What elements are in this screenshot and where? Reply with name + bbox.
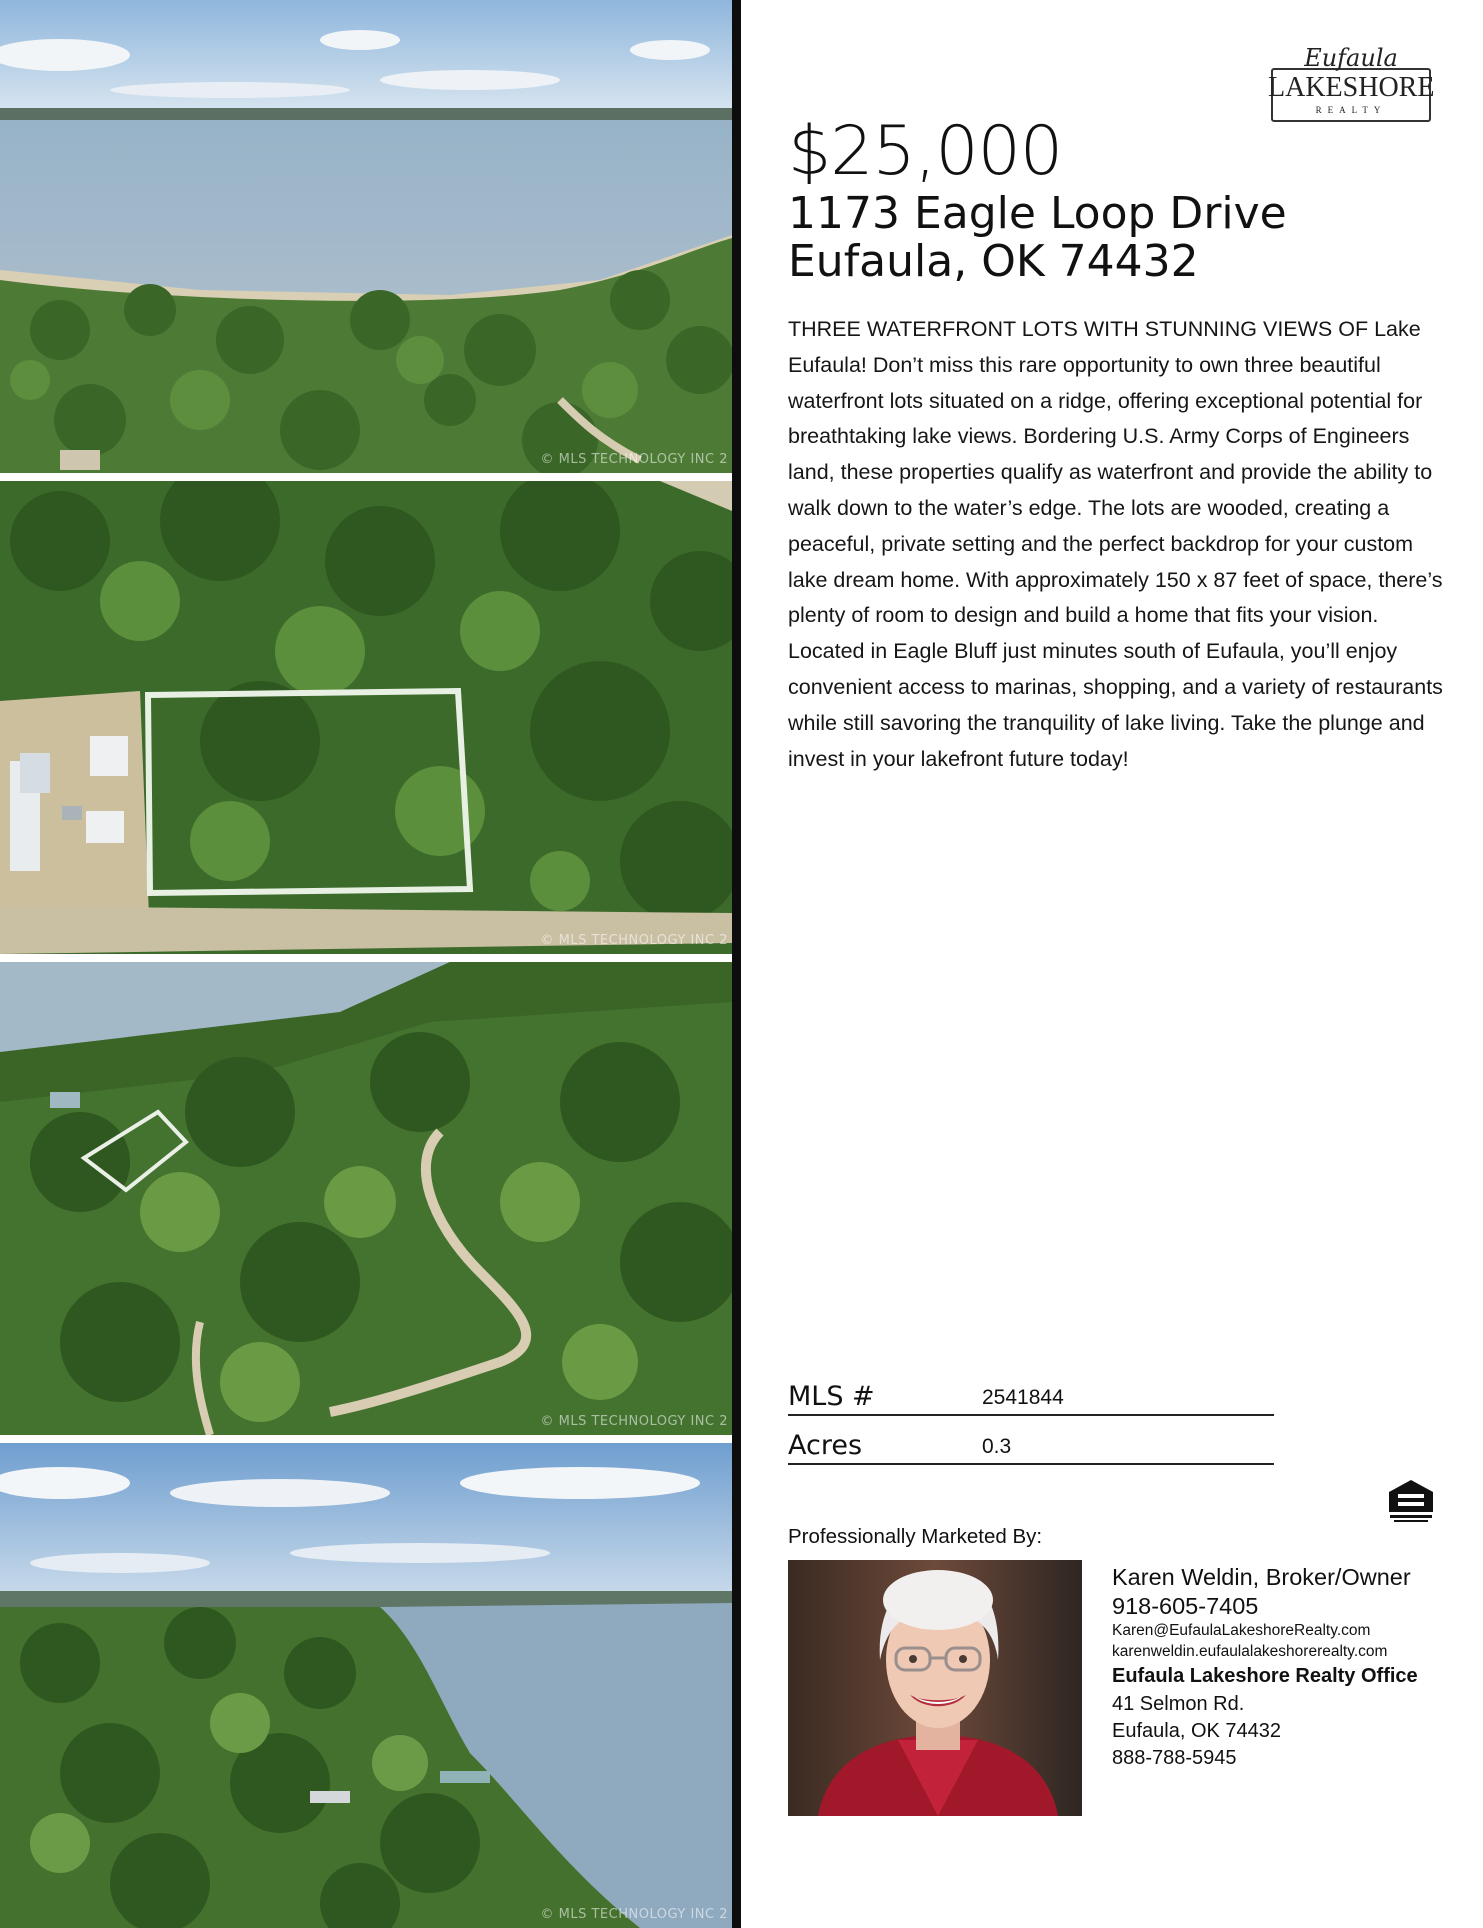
logo-main-text: LAKESHORE bbox=[1268, 72, 1435, 103]
office-city: Eufaula, OK 74432 bbox=[1112, 1720, 1282, 1742]
photo-watermark: © MLS TECHNOLOGY INC 2 bbox=[540, 933, 728, 948]
marketed-by-label: Professionally Marketed By: bbox=[788, 1525, 1043, 1548]
mls-label: MLS # bbox=[788, 1381, 875, 1412]
listing-description: THREE WATERFRONT LOTS WITH STUNNING VIEWS OF Lake Eufaula! Don’t miss this rare opportunity to own three beautiful waterfront lots situated on a ridge, offering exceptional potential for breathtaking lake views. Bordering U.S. Army Corps of Engineers land, these properties qualify as waterfront and provide the ability to walk down to the water’s edge. The lots are wooded, creating a peaceful, private setting and the perfect backdrop for your custom lake dream home. With approximately 150 x 87 feet of space, there’s plenty of room to design and build a home that fits your vision. Located in Eagle Bluff just minutes south of Eufaula, you’ll enjoy convenient access to marinas, shopping, and a variety of restaurants while still savoring the tranquility of lake living. Take the plunge and invest in your lakefront future today! bbox=[788, 317, 1443, 771]
office-street: 41 Selmon Rd. bbox=[1112, 1693, 1245, 1715]
agent-email[interactable]: Karen@EufaulaLakeshoreRealty.com bbox=[1112, 1622, 1371, 1639]
photo-lot-aerial bbox=[0, 962, 732, 1435]
photo-shoreline bbox=[0, 1443, 732, 1928]
acres-value: 0.3 bbox=[982, 1435, 1012, 1458]
photo-lot-overhead bbox=[0, 481, 732, 954]
fact-row-mls bbox=[788, 1374, 1274, 1416]
mls-value: 2541844 bbox=[982, 1386, 1064, 1409]
address-street: 1173 Eagle Loop Drive bbox=[788, 188, 1287, 239]
fact-row-acres bbox=[788, 1423, 1274, 1465]
listing-price: $25,000 bbox=[788, 112, 1063, 191]
office-phone[interactable]: 888-788-5945 bbox=[1112, 1747, 1237, 1769]
logo-sub-text: REALTY bbox=[1315, 105, 1387, 115]
agent-photo bbox=[788, 1560, 1082, 1816]
photo-watermark: © MLS TECHNOLOGY INC 2 bbox=[540, 452, 728, 467]
photo-column bbox=[0, 0, 732, 1928]
agent-phone[interactable]: 918-605-7405 bbox=[1112, 1593, 1259, 1619]
agent-name: Karen Weldin, Broker/Owner bbox=[1112, 1564, 1411, 1590]
acres-label: Acres bbox=[788, 1430, 863, 1461]
photo-watermark: © MLS TECHNOLOGY INC 2 bbox=[540, 1907, 728, 1922]
column-divider bbox=[732, 0, 741, 1928]
brand-logo bbox=[1268, 44, 1434, 124]
agent-contact bbox=[1112, 1562, 1418, 1772]
logo-script-text: Eufaula bbox=[1304, 44, 1398, 72]
equal-housing-opportunity-icon bbox=[1386, 1478, 1436, 1524]
photo-watermark: © MLS TECHNOLOGY INC 2 bbox=[540, 1414, 728, 1429]
photo-lake-view bbox=[0, 0, 732, 473]
agent-website[interactable]: karenweldin.eufaulalakeshorerealty.com bbox=[1112, 1643, 1388, 1660]
address-city: Eufaula, OK 74432 bbox=[788, 236, 1199, 287]
office-name: Eufaula Lakeshore Realty Office bbox=[1112, 1665, 1418, 1687]
